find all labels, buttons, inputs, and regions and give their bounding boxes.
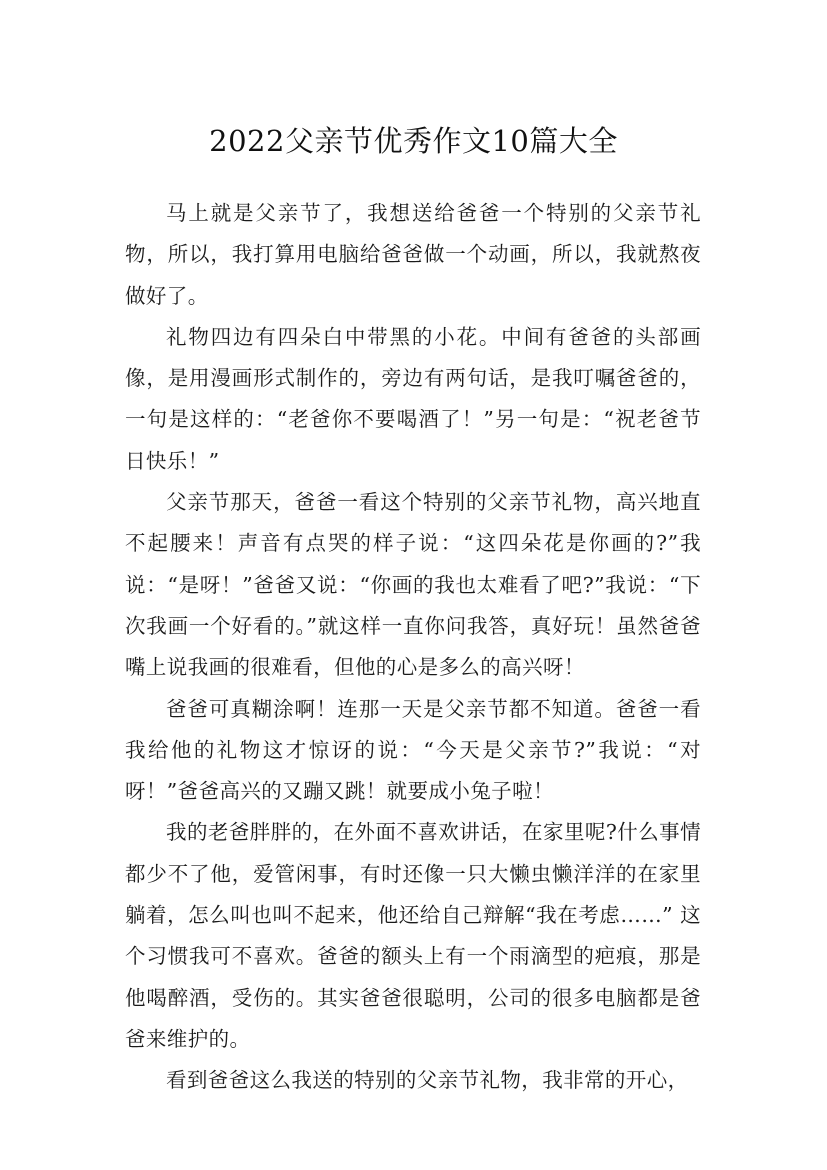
paragraph: 马上就是父亲节了，我想送给爸爸一个特别的父亲节礼物，所以，我打算用电脑给爸爸做一个动画，所以，我就熬夜做好了。 bbox=[125, 201, 701, 308]
document-title: 2022父亲节优秀作文10篇大全 bbox=[209, 124, 618, 159]
paragraph: 父亲节那天，爸爸一看这个特别的父亲节礼物，高兴地直不起腰来！声音有点哭的样子说：“这四朵花是你画的?”我说：“是呀！”爸爸又说：“你画的我也太难看了吧?”我说：“下次我画一个好看的。”就这样一直你问我答，真好玩！虽然爸爸嘴上说我画的很难看，但他的心是多么的高兴呀！ bbox=[125, 490, 701, 680]
paragraph: 看到爸爸这么我送的特别的父亲节礼物，我非常的开心， bbox=[166, 1068, 689, 1093]
document-body bbox=[125, 193, 701, 1102]
paragraph: 礼物四边有四朵白中带黑的小花。中间有爸爸的头部画像，是用漫画形式制作的，旁边有两句话，是我叮嘱爸爸的，一句是这样的：“老爸你不要喝酒了！”另一句是：“祝老爸节日快乐！” bbox=[125, 324, 701, 473]
paragraph: 我的老爸胖胖的，在外面不喜欢讲话，在家里呢?什么事情都少不了他，爱管闲事，有时还像一只大懒虫懒洋洋的在家里躺着，怎么叫也叫不起来，他还给自己辩解“我在考虑……” 这个习惯我可不喜欢。爸爸的额头上有一个雨滴型的疤痕，那是他喝醉酒，受伤的。其实爸爸很聪明，公司的很多电脑都是爸爸来维护的。 bbox=[125, 820, 701, 1051]
paragraph: 爸爸可真糊涂啊！连那一天是父亲节都不知道。爸爸一看我给他的礼物这才惊讶的说：“今天是父亲节?”我说：“对呀！”爸爸高兴的又蹦又跳！就要成小兔子啦！ bbox=[125, 696, 701, 804]
